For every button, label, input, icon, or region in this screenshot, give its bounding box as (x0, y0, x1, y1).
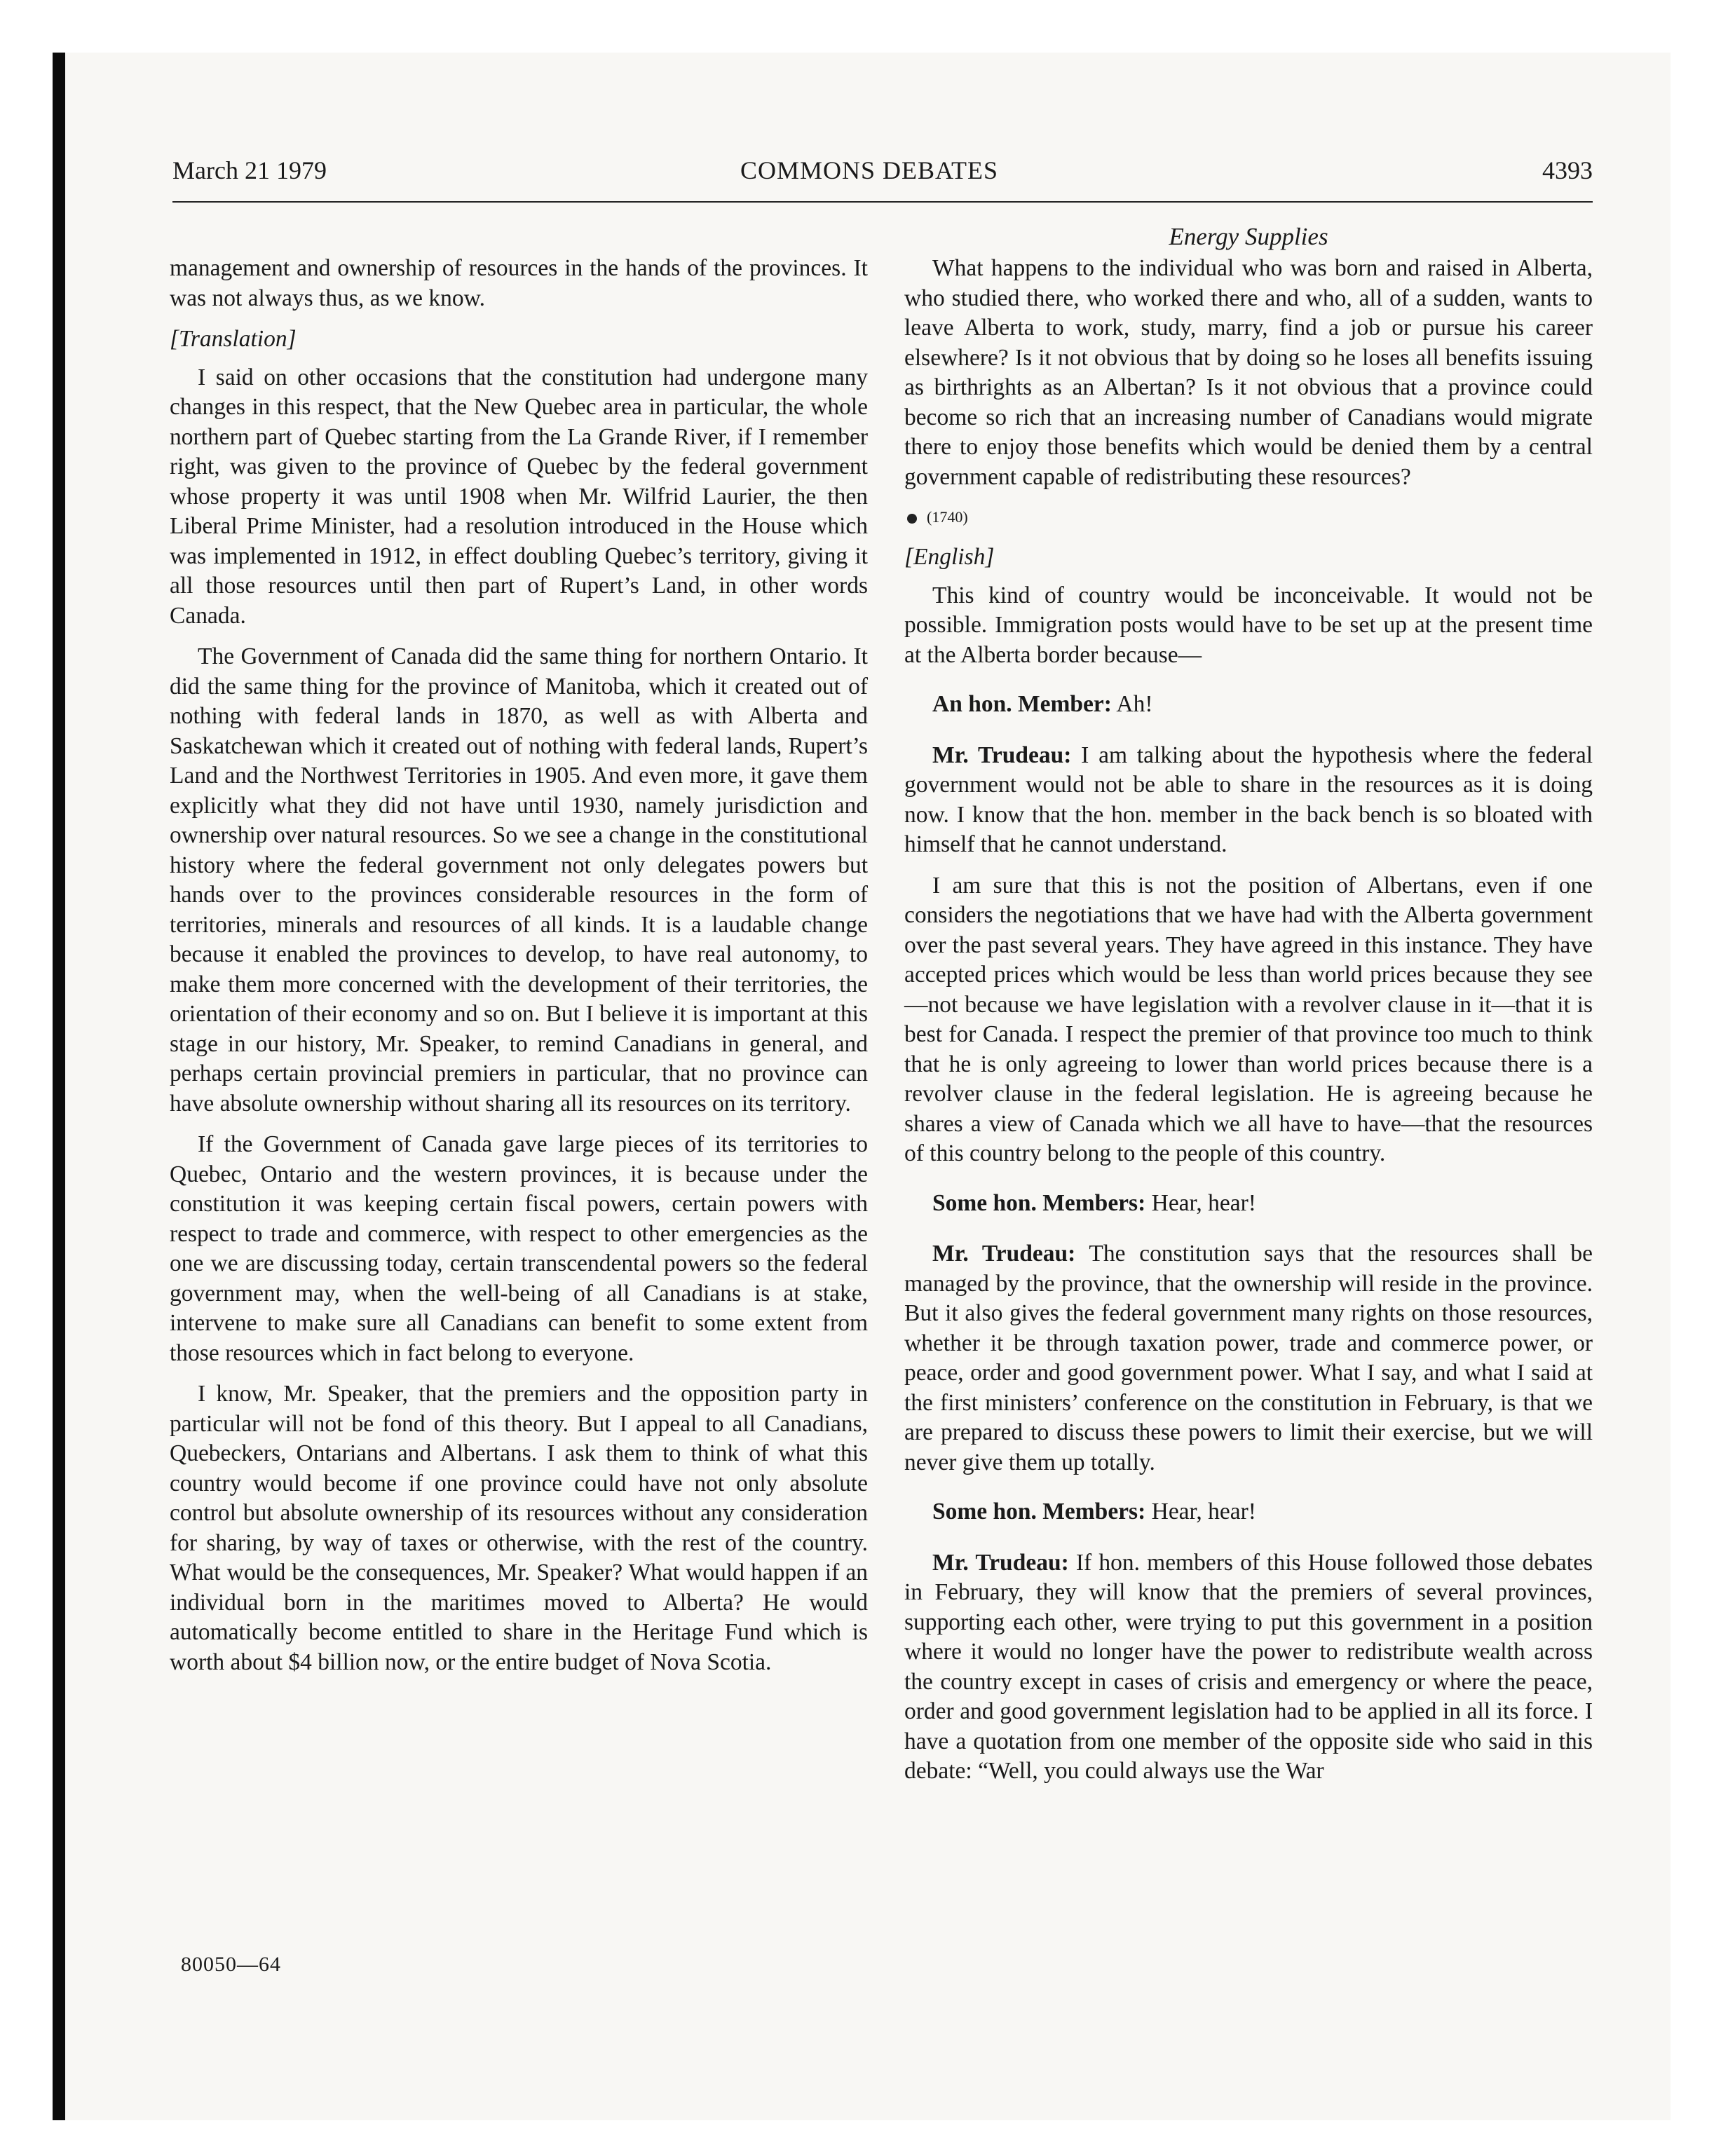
paragraph: The Government of Canada did the same thing for northern Ontario. It did the same thing for the province of Manitoba, which it created out of nothing with federal lands in 1870, as well as with Alberta and Saskatchewan which it created out of nothing with federal lands, Rupert’s Land and the Northwest Territories in 1905. And even more, it gave them explicitly what they did not have until 1930, namely jurisdiction and ownership over natural resources. So we see a change in the constitutional history where the federal government not only delegates powers but hands over to the provinces considerable resources in the form of territories, minerals and resources of all kinds. It is a laudable change because it enabled the provinces to develop, to have real autonomy, to make them more concerned with the development of their territories, the orientation of their economy and so on. But I believe it is important at this stage in our history, Mr. Speaker, to remind Canadians in general, and perhaps certain provincial premiers in particular, that no province can have absolute ownership without sharing all its resources on its territory. (170, 643, 868, 1117)
paragraph: I am sure that this is not the position of Albertans, even if one considers the negotiations that we have had with the Alberta government over the past several years. They have agreed in this instance. They have accepted prices which would be less than world prices because they see—not because we have legislation with a revolver clause in it—that it is best for Canada. I respect the premier of that province too much to think that he is only agreeing to lower than world prices because there is a revolver clause in the federal legislation. He is agreeing because he shares a view of Canada which we all have to have—that the resources of this country belong to the people of this country. (904, 872, 1593, 1166)
speaker-name: Some hon. Members: (932, 1189, 1146, 1216)
speech-paragraph (904, 1548, 1593, 1787)
speaker-name: Mr. Trudeau: (932, 1241, 1076, 1267)
speech-text: Ah! (1111, 691, 1153, 717)
paragraph: What happens to the individual who was born and raised in Alberta, who studied there, who worked there and who, all of a sudden, wants to leave Alberta to work, study, marry, find a job or pursue his career elsewhere? Is it not obvious that by doing so he loses all benefits issuing as birthrights as an Albertan? Is it not obvious that a province could become so rich that an increasing number of Canadians would migrate there to enjoy those benefits which would be denied them by a central government capable of redistributing these resources? (904, 255, 1593, 490)
time-mark (904, 503, 1593, 531)
header-rule (172, 201, 1593, 203)
speech-text: I am talking about the hypothesis where the federal government would not be able to share in the resources as it is doing now. I know that the hon. member in the back bench is so bloated with himself that he cannot understand. (904, 742, 1593, 857)
time-mark-label: (1740) (927, 508, 968, 526)
interjection (904, 1189, 1593, 1219)
speaker-name: An hon. Member: (932, 691, 1112, 717)
running-head: Energy Supplies (1169, 223, 1328, 250)
paragraph: This kind of country would be inconceivable. It would not be possible. Immigration posts would have to be set up at the present time at the Alberta border because— (904, 582, 1593, 668)
speech-paragraph (904, 1239, 1593, 1478)
speaker-name: Some hon. Members: (932, 1499, 1146, 1524)
speech-text: If hon. members of this House followed those debates in February, they will know that the premiers of several provinces, supporting each other, were trying to put this government in a position where it would no longer have the power to redistribute wealth across the country except in cases of crisis and emergency or where the peace, order and good government legislation had to be applied in all its force. I have a quotation from one member of the opposite side who said in this debate: “Well, you could always use the War (904, 1549, 1593, 1784)
speech-text: The constitution says that the resources shall be managed by the province, that the ownership will reside in the province. But it also gives the federal government many rights on those resources, whether it be through taxation power, trade and commerce power, or peace, order and good government power. What I say, and what I said at the first ministers’ conference on the constitution in February, is that we are prepared to discuss these powers to limit their exercise, but we will never give them up totally. (904, 1241, 1593, 1475)
speaker-name: Mr. Trudeau: (932, 742, 1072, 768)
paragraph: I know, Mr. Speaker, that the premiers and the opposition party in particular will not be fond of this theory. But I appeal to all Canadians, Quebeckers, Ontarians and Albertans. I ask them to think of what this country would become if one province could have not only absolute control but absolute ownership of its resources without any consideration for sharing, by way of taxes or otherwise, with the rest of the country. What would be the consequences, Mr. Speaker? What would happen if an individual born in the maritimes moved to Alberta? He would automatically become entitled to share in the Heritage Fund which is worth about $4 billion now, or the entire budget of Nova Scotia. (170, 1381, 868, 1675)
header-title: COMMONS DEBATES (740, 156, 999, 184)
speech-text: Hear, hear! (1145, 1499, 1256, 1524)
paragraph: If the Government of Canada gave large pieces of its territories to Quebec, Ontario and the western provinces, it is because under the constitution it was keeping certain fiscal powers, certain powers with respect to trade and commerce, with respect to other emergencies as the one we are discussing today, certain transcendental powers so the federal government may, when the well-being of all Canadians is at stake, intervene to make sure all Canadians can benefit to some extent from those resources which in fact belong to everyone. (170, 1131, 868, 1366)
right-column (904, 254, 1593, 1798)
speaker-name: Mr. Trudeau: (932, 1549, 1069, 1576)
english-marker: [English] (904, 544, 995, 570)
left-column (170, 254, 868, 1688)
translation-marker: [Translation] (170, 326, 297, 352)
interjection (904, 690, 1593, 720)
speech-text: Hear, hear! (1145, 1189, 1256, 1216)
paragraph: I said on other occasions that the constitution had undergone many changes in this respect, that the New Quebec area in particular, the whole northern part of Quebec starting from the La Grande River, if I remember right, was given to the province of Quebec by the federal government whose property it was until 1908 when Mr. Wilfrid Laurier, the then Liberal Prime Minister, had a resolution introduced in the House which was implemented in 1912, in effect doubling Quebec’s territory, giving it all those resources until then part of Rupert’s Land, in other words Canada. (170, 364, 868, 629)
interjection (904, 1497, 1593, 1527)
footer-code: 80050—64 (181, 1953, 281, 1976)
header-page-number: 4393 (1542, 156, 1593, 184)
bullet-icon (907, 514, 917, 524)
paragraph: management and ownership of resources in the hands of the provinces. It was not always thus, as we know. (170, 255, 868, 311)
scan-border (53, 53, 65, 2120)
speech-paragraph (904, 741, 1593, 860)
header-date: March 21 1979 (172, 156, 327, 184)
